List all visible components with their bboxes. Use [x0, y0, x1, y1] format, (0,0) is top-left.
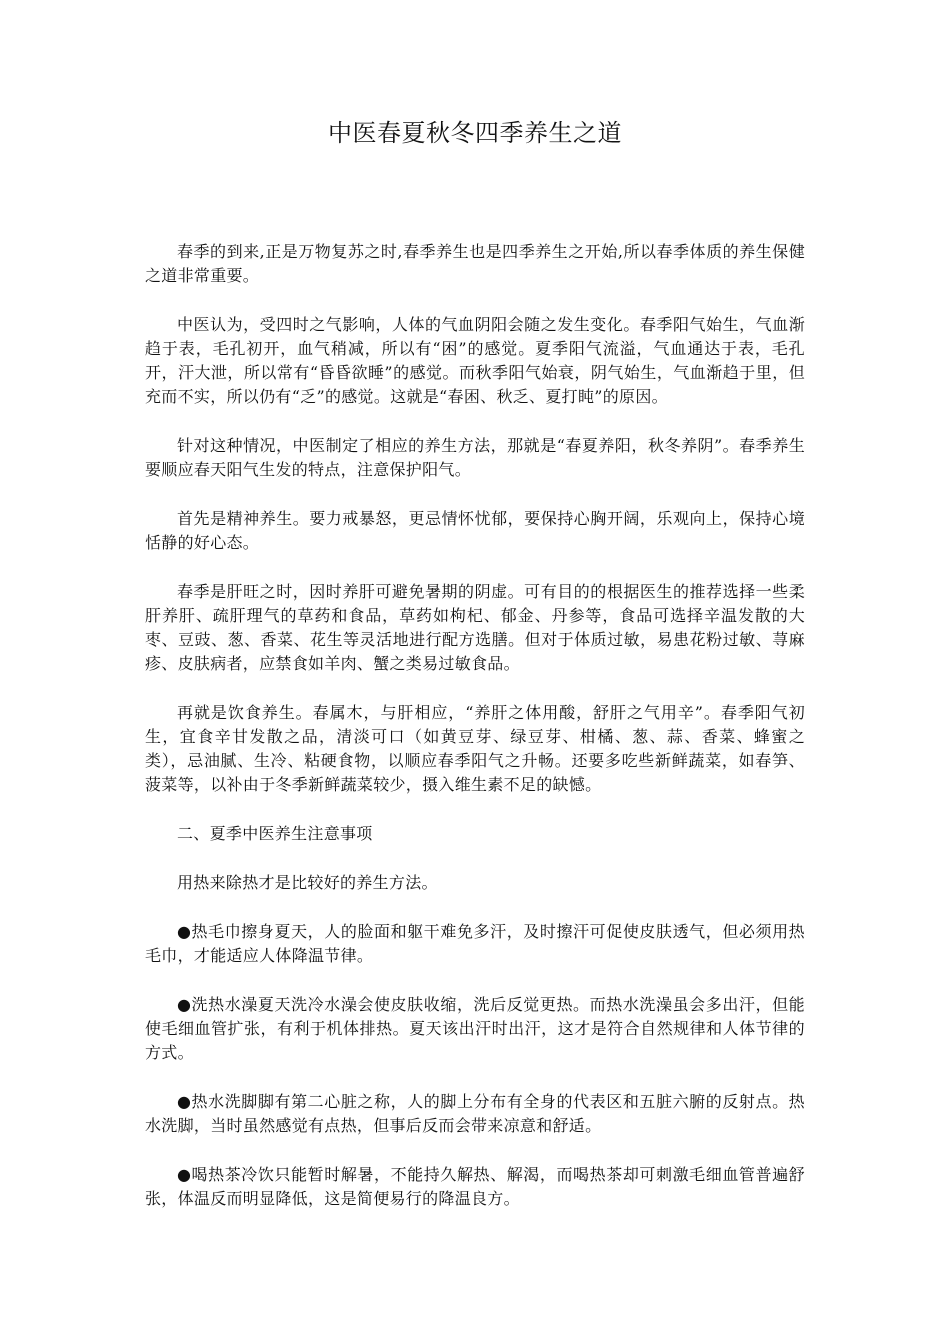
paragraph-liver-care: 春季是肝旺之时，因时养肝可避免暑期的阴虚。可有目的的根据医生的推荐选择一些柔肝养肝、疏肝理气的草药和食品，草药如枸杞、郁金、丹参等，食品可选择辛温发散的大枣、豆豉、葱、香菜、花生等灵活地进行配方选膳。但对于体质过敏，易患花粉过敏、荨麻疹、皮肤病者，应禁食如羊肉、蟹之类易过敏食品。 [145, 582, 805, 673]
paragraph-mental-care: 首先是精神养生。要力戒暴怒，更忌情怀忧郁，要保持心胸开阔，乐观向上，保持心境恬静的好心态。 [145, 509, 805, 552]
paragraph-yang-yin-method: 针对这种情况，中医制定了相应的养生方法，那就是“春夏养阳，秋冬养阴”。春季养生要顺应春天阳气生发的特点，注意保护阳气。 [145, 436, 805, 479]
paragraph-spring-intro: 春季的到来,正是万物复苏之时,春季养生也是四季养生之开始,所以春季体质的养生保健之道非常重要。 [145, 242, 805, 285]
document-title: 中医春夏秋冬四季养生之道 [328, 119, 622, 147]
list-item-foot-bath: ●热水洗脚脚有第二心脏之称，人的脚上分布有全身的代表区和五脏六腑的反射点。热水洗脚，当时虽然感觉有点热，但事后反而会带来凉意和舒适。 [145, 1092, 805, 1135]
paragraph-diet-care: 再就是饮食养生。春属木，与肝相应，“养肝之体用酸，舒肝之气用辛”。春季阳气初生，宜食辛甘发散之品，清淡可口（如黄豆芽、绿豆芽、柑橘、葱、蒜、香菜、蜂蜜之类），忌油腻、生冷、粘硬食物，以顺应春季阳气之升畅。还要多吃些新鲜蔬菜，如春笋、菠菜等，以补由于冬季新鲜蔬菜较少，摄入维生素不足的缺憾。 [145, 703, 805, 794]
list-item-hot-tea: ●喝热茶冷饮只能暂时解暑，不能持久解热、解渴，而喝热茶却可刺激毛细血管普遍舒张，体温反而明显降低，这是简便易行的降温良方。 [145, 1165, 805, 1208]
document-body [145, 240, 805, 1236]
section-heading-summer: 二、夏季中医养生注意事项 [177, 824, 373, 843]
list-item-hot-towel: ●热毛巾擦身夏天，人的脸面和躯干难免多汗，及时擦汗可促使皮肤透气，但必须用热毛巾，才能适应人体降温节律。 [145, 922, 805, 965]
list-item-hot-bath: ●洗热水澡夏天洗冷水澡会使皮肤收缩，洗后反觉更热。而热水洗澡虽会多出汗，但能使毛细血管扩张，有利于机体排热。夏天该出汗时出汗，这才是符合自然规律和人体节律的方式。 [145, 995, 805, 1062]
paragraph-tcm-seasons: 中医认为，受四时之气影响，人体的气血阴阳会随之发生变化。春季阳气始生，气血渐趋于表，毛孔初开，血气稍减，所以有“困”的感觉。夏季阳气流溢，气血通达于表，毛孔开，汗大泄，所以常有“昏昏欲睡”的感觉。而秋季阳气始衰，阴气始生，气血渐趋于里，但充而不实，所以仍有“乏”的感觉。这就是“春困、秋乏、夏打盹”的原因。 [145, 315, 805, 406]
paragraph-heat-method: 用热来除热才是比较好的养生方法。 [177, 873, 438, 892]
